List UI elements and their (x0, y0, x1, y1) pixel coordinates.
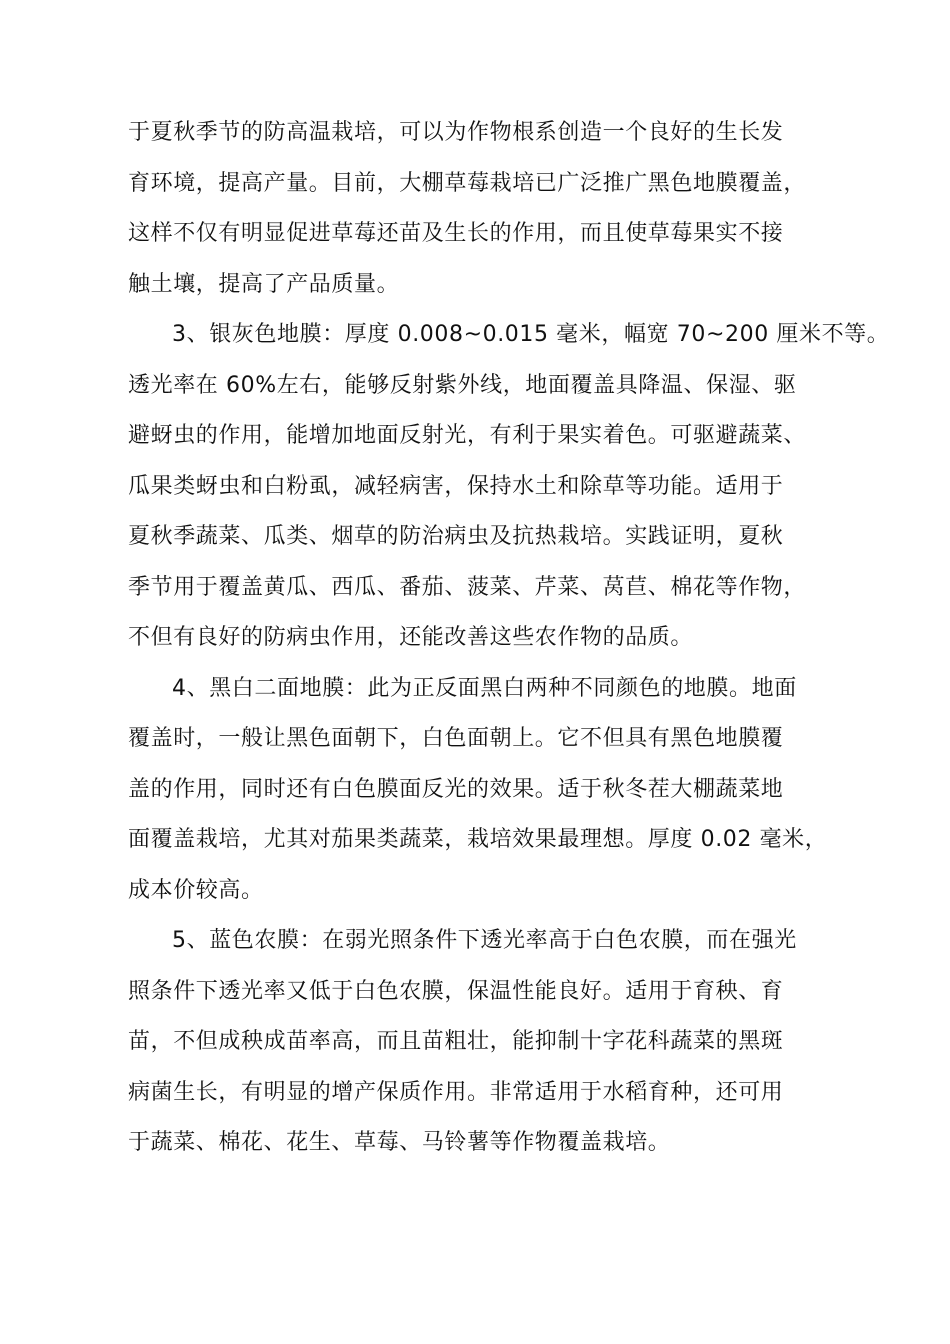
text-line: 3、银灰色地膜：厚度 0.008~0.015 毫米，幅宽 70~200 厘米不等。 (172, 322, 890, 347)
text-line: 面覆盖栽培，尤其对茄果类蔬菜，栽培效果最理想。厚度 0.02 毫米， (128, 827, 828, 852)
text-line: 这样不仅有明显促进草莓还苗及生长的作用，而且使草莓果实不接 (128, 221, 784, 246)
paragraph-blue-film (128, 916, 840, 1169)
text-line: 4、黑白二面地膜：此为正反面黑白两种不同颜色的地膜。地面 (172, 675, 797, 701)
text-line: 育环境，提高产量。目前，大棚草莓栽培已广泛推广黑色地膜覆盖， (128, 170, 807, 196)
text-line: 5、蓝色农膜：在弱光照条件下透光率高于白色农膜，而在强光 (172, 928, 797, 953)
text-line: 避蚜虫的作用，能增加地面反射光，有利于果实着色。可驱避蔬菜、 (128, 423, 807, 448)
text-line: 苗，不但成秧成苗率高，而且苗粗壮，能抑制十字花科蔬菜的黑斑 (128, 1029, 784, 1054)
document-body (128, 108, 890, 1169)
text-line: 季节用于覆盖黄瓜、西瓜、番茄、菠菜、芹菜、莴苣、棉花等作物， (128, 574, 807, 600)
text-line: 病菌生长，有明显的增产保质作用。非常适用于水稻育种，还可用 (128, 1079, 784, 1105)
text-line: 瓜果类蚜虫和白粉虱，减轻病害，保持水土和除草等功能。适用于 (128, 473, 784, 499)
text-line: 照条件下透光率又低于白色农膜，保温性能良好。适用于育秧、育 (128, 978, 784, 1004)
paragraph-silver-gray-film (128, 310, 890, 664)
text-line: 覆盖时，一般让黑色面朝下，白色面朝上。它不但具有黑色地膜覆 (128, 726, 784, 751)
text-line: 盖的作用，同时还有白色膜面反光的效果。适于秋冬茬大棚蔬菜地 (128, 776, 784, 802)
text-line: 成本价较高。 (128, 877, 264, 903)
paragraph-strawberry-mulch-continued (128, 108, 840, 310)
text-line: 透光率在 60%左右，能够反射紫外线，地面覆盖具降温、保湿、驱 (128, 372, 797, 398)
text-line: 夏秋季蔬菜、瓜类、烟草的防治病虫及抗热栽培。实践证明，夏秋 (128, 524, 784, 549)
text-line: 于夏秋季节的防高温栽培，可以为作物根系创造一个良好的生长发 (128, 120, 784, 145)
paragraph-black-white-film (128, 664, 840, 917)
text-line: 不但有良好的防病虫作用，还能改善这些农作物的品质。 (128, 625, 694, 650)
text-line: 触土壤，提高了产品质量。 (128, 271, 400, 297)
text-line: 于蔬菜、棉花、花生、草莓、马铃薯等作物覆盖栽培。 (128, 1130, 671, 1155)
